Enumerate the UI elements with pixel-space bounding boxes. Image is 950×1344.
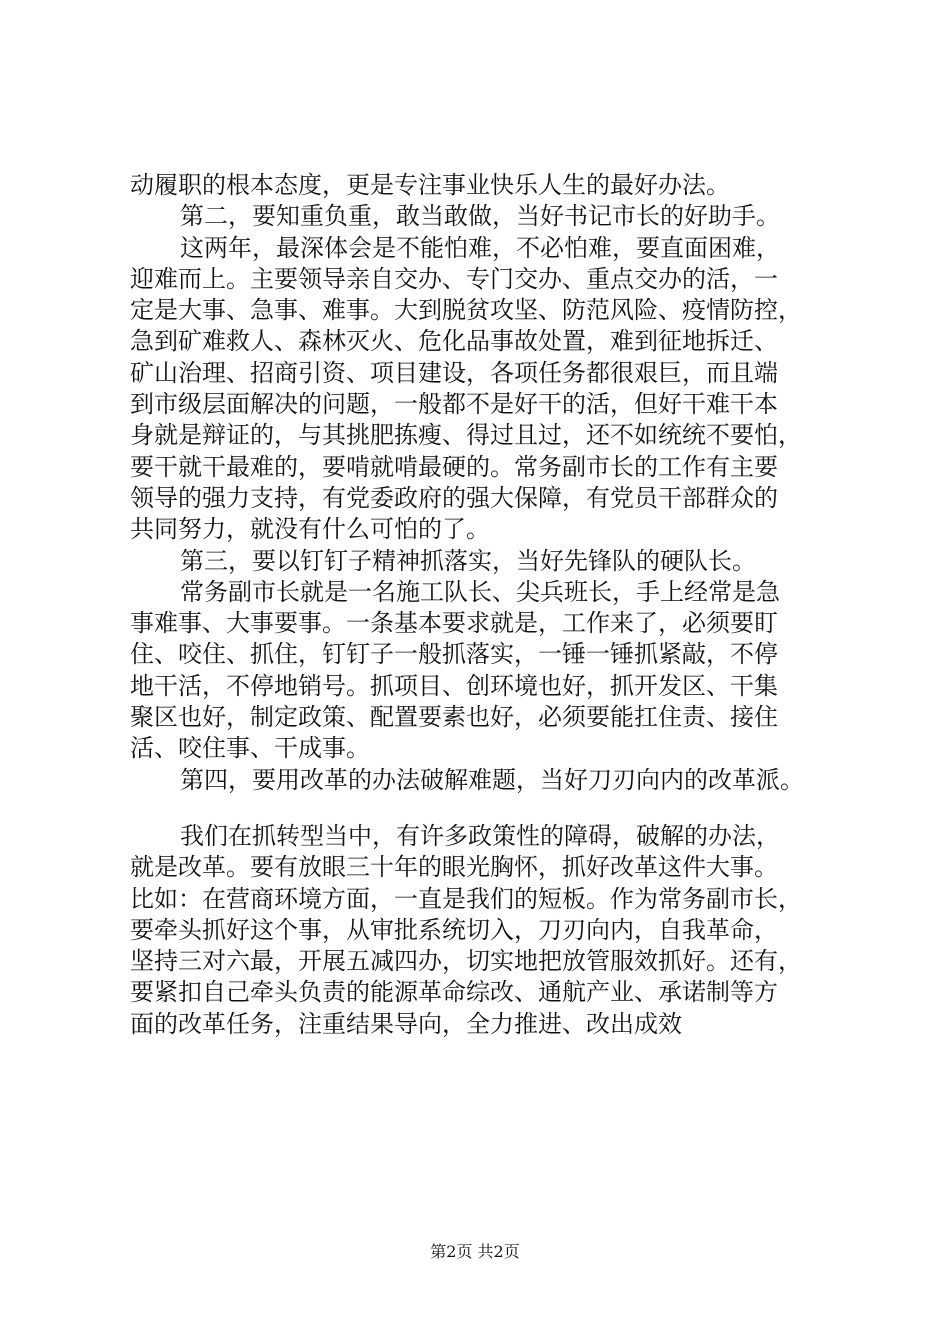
document-body [130,170,850,1040]
text-line: 住、咬住、抓住，钉钉子一般抓落实，一锤一锤抓紧敲，不停 [130,640,778,669]
text-line: 要牵头抓好这个事，从审批系统切入，刀刃向内，自我革命， [130,915,778,944]
paragraph [130,546,850,577]
paragraph [130,170,850,201]
text-line: 这两年，最深体会是不能怕难，不必怕难，要直面困难， [180,233,780,262]
text-line: 坚持三对六最，开展五减四办，切实地把放管服效抓好。还有， [130,947,802,976]
text-line: 身就是辩证的，与其挑肥拣瘦、得过且过，还不如统统不要怕， [130,421,802,450]
text-line: 事难事、大事要事。一条基本要求就是，工作来了，必须要盯 [130,609,778,638]
text-line: 矿山治理、招商引资、项目建设，各项任务都很艰巨，而且端 [130,358,778,387]
text-line: 活、咬住事、干成事。 [130,734,370,763]
paragraph [130,821,850,1040]
text-line: 要干就干最难的，要啃就啃最硬的。常务副市长的工作有主要 [130,452,778,481]
text-line: 到市级层面解决的问题，一般都不是好干的活，但好干难干本 [130,390,778,419]
text-line: 面的改革任务，注重结果导向，全力推进、改出成效 [130,1009,682,1038]
text-line: 聚区也好，制定政策、配置要素也好，必须要能扛住责、接住 [130,703,778,732]
text-line: 地干活，不停地销号。抓项目、创环境也好，抓开发区、干集 [130,671,778,700]
text-line: 动履职的根本态度，更是专注事业快乐人生的最好办法。 [130,171,730,199]
paragraph [130,201,850,232]
text-line: 定是大事、急事、难事。大到脱贫攻坚、防范风险、疫情防控， [130,296,802,325]
text-line: 常务副市长就是一名施工队长、尖兵班长，手上经常是急 [180,577,780,606]
text-line: 要紧扣自己牵头负责的能源革命综改、通航产业、承诺制等方 [130,978,778,1007]
paragraph [130,233,850,546]
text-line: 领导的强力支持，有党委政府的强大保障，有党员干部群众的 [130,483,778,512]
text-line: 急到矿难救人、森林灭火、危化品事故处置，难到征地拆迁、 [130,327,778,356]
paragraph [130,577,850,765]
paragraph [130,765,850,796]
paragraph-gap [130,796,850,821]
page-footer: 第2页 共2页 [430,1242,520,1261]
text-line: 迎难而上。主要领导亲自交办、专门交办、重点交办的活，一 [130,264,778,293]
text-line: 第三，要以钉钉子精神抓落实，当好先锋队的硬队长。 [180,546,756,575]
text-line: 第四，要用改革的办法破解难题，当好刀刃向内的改革派。 [180,765,804,794]
text-line: 我们在抓转型当中，有许多政策性的障碍，破解的办法， [180,821,780,850]
text-line: 比如：在营商环境方面，一直是我们的短板。作为常务副市长， [130,884,802,913]
text-line: 共同努力，就没有什么可怕的了。 [130,515,490,544]
text-line: 第二，要知重负重，敢当敢做，当好书记市长的好助手。 [180,202,780,231]
text-line: 就是改革。要有放眼三十年的眼光胸怀，抓好改革这件大事。 [130,853,778,882]
